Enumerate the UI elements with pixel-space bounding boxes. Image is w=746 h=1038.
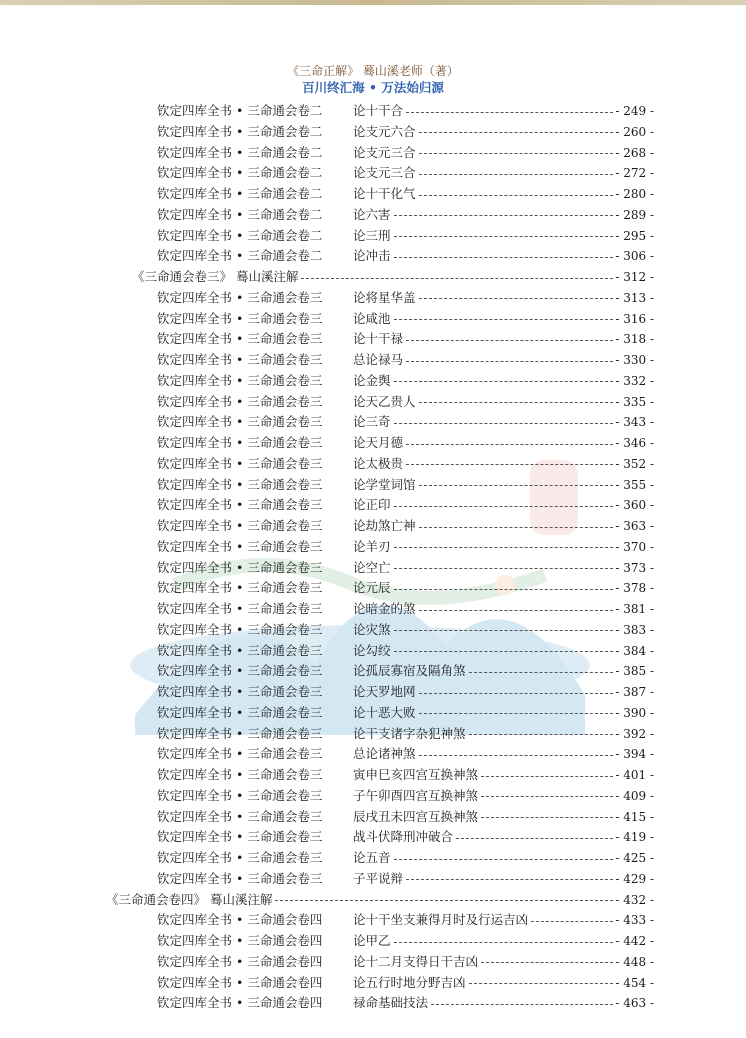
toc-entry-title: 论支元三合 (353, 165, 416, 181)
toc-page-number: - 363 - (615, 519, 654, 533)
toc-entry[interactable] (157, 184, 654, 204)
toc-entry[interactable] (157, 246, 654, 266)
toc-entry-source: 钦定四库全书 • 三命通会卷三 (157, 746, 323, 762)
toc-entry-source: 钦定四库全书 • 三命通会卷三 (157, 870, 323, 886)
dot-leader (456, 838, 613, 839)
dot-leader (394, 506, 614, 507)
toc-entry-title: 论天乙贵人 (353, 393, 416, 409)
dot-leader (419, 713, 614, 714)
toc-entry-source: 钦定四库全书 • 三命通会卷三 (157, 393, 323, 409)
toc-entry-source: 钦定四库全书 • 三命通会卷三 (157, 372, 323, 388)
toc-entry-title: 禄命基础技法 (353, 995, 429, 1011)
toc-entry[interactable] (157, 475, 654, 495)
dot-leader (419, 485, 614, 486)
toc-entry-title: 论金舆 (353, 372, 391, 388)
toc-entry[interactable] (157, 101, 654, 121)
toc-page-number: - 335 - (615, 394, 654, 409)
toc-entry-title: 论勾绞 (353, 642, 391, 658)
dot-leader (531, 921, 613, 922)
toc-entry[interactable] (157, 329, 654, 349)
toc-page-number: - 390 - (615, 705, 654, 720)
toc-page-number: - 318 - (615, 332, 654, 347)
toc-page-number: - 330 - (615, 353, 654, 367)
toc-page-number: - 387 - (615, 685, 654, 699)
toc-page-number: - 280 - (615, 187, 654, 201)
toc-entry-source: 钦定四库全书 • 三命通会卷三 (157, 435, 323, 450)
toc-entry[interactable] (157, 620, 654, 640)
dot-leader (481, 817, 613, 818)
dot-leader (419, 693, 614, 694)
toc-entry-source: 钦定四库全书 • 三命通会卷三 (157, 684, 323, 699)
toc-entry-title: 寅申巳亥四宫互换神煞 (353, 767, 479, 782)
toc-entry-source: 钦定四库全书 • 三命通会卷三 (157, 808, 323, 824)
toc-page-number: - 352 - (615, 456, 654, 471)
toc-entry[interactable] (157, 952, 654, 972)
toc-entry-title: 论咸池 (353, 310, 391, 326)
dot-leader (394, 942, 614, 943)
toc-entry-source: 钦定四库全书 • 三命通会卷三 (157, 580, 323, 596)
toc-page-number: - 442 - (615, 934, 654, 948)
dot-leader (406, 444, 613, 445)
toc-entry-source: 钦定四库全书 • 三命通会卷三 (157, 310, 323, 326)
dot-leader (419, 153, 614, 154)
toc-entry-source: 钦定四库全书 • 三命通会卷三 (157, 642, 323, 658)
toc-entry[interactable] (157, 371, 654, 391)
toc-page-number: - 415 - (615, 809, 654, 824)
dot-leader (419, 174, 614, 175)
toc-page-number: - 425 - (615, 851, 654, 865)
toc-entry-title: 论十干禄 (353, 331, 404, 347)
toc-entry-source: 钦定四库全书 • 三命通会卷二 (157, 144, 323, 160)
toc-page-number: - 332 - (615, 373, 654, 388)
toc-entry-source: 钦定四库全书 • 三命通会卷二 (157, 103, 323, 118)
toc-entry-title: 论三奇 (353, 414, 391, 430)
toc-entry[interactable] (157, 412, 654, 432)
dot-leader (419, 610, 614, 611)
toc-page-number: - 295 - (615, 228, 654, 243)
toc-page-number: - 429 - (615, 871, 654, 886)
toc-entry-source: 钦定四库全书 • 三命通会卷二 (157, 165, 323, 181)
dot-leader (394, 568, 614, 569)
dot-leader (394, 630, 614, 631)
toc-page-number: - 383 - (615, 622, 654, 637)
toc-entry-title: 论元辰 (353, 580, 391, 596)
toc-entry-source: 钦定四库全书 • 三命通会卷三 (157, 538, 323, 554)
toc-entry-source: 钦定四库全书 • 三命通会卷三 (157, 787, 323, 803)
toc-entry[interactable] (157, 807, 654, 827)
toc-page-number: - 312 - (615, 270, 654, 284)
toc-entry-source: 钦定四库全书 • 三命通会卷三 (157, 663, 323, 679)
toc-entry-source: 钦定四库全书 • 三命通会卷四 (157, 912, 323, 928)
toc-entry-source: 钦定四库全书 • 三命通会卷四 (157, 974, 323, 990)
toc-entry[interactable] (157, 392, 654, 412)
toc-entry-source: 钦定四库全书 • 三命通会卷三 (157, 725, 323, 741)
toc-entry[interactable] (157, 724, 654, 744)
toc-entry-source: 钦定四库全书 • 三命通会卷四 (157, 995, 323, 1011)
toc-entry-source: 钦定四库全书 • 三命通会卷三 (157, 518, 323, 533)
toc-entry[interactable] (157, 931, 654, 951)
dot-leader (406, 340, 613, 341)
toc-entry[interactable] (157, 558, 654, 578)
dot-leader (469, 734, 614, 735)
dot-leader (406, 361, 613, 362)
toc-entry-source: 钦定四库全书 • 三命通会卷三 (157, 559, 323, 575)
toc-entry[interactable] (157, 454, 654, 474)
toc-entry-title: 论孤辰寡宿及隔角煞 (353, 663, 466, 679)
toc-entry-source: 钦定四库全书 • 三命通会卷二 (157, 186, 323, 201)
toc-entry-title: 论灾煞 (353, 621, 391, 637)
toc-page-number: - 316 - (615, 311, 654, 326)
toc-page-number: - 433 - (615, 913, 654, 928)
toc-page-number: - 249 - (615, 104, 654, 118)
toc-entry-title: 论暗金的煞 (353, 601, 416, 616)
toc-entry-title: 战斗伏降刑冲破合 (353, 829, 454, 845)
toc-page-number: - 384 - (615, 643, 654, 658)
toc-page-number: - 448 - (615, 954, 654, 969)
toc-entry[interactable] (157, 869, 654, 889)
dot-leader (419, 402, 614, 403)
toc-entry-title: 论支元六合 (353, 123, 416, 139)
toc-entry-title: 论羊刃 (353, 538, 391, 554)
toc-entry-source: 钦定四库全书 • 三命通会卷三 (157, 850, 323, 865)
dot-leader (406, 112, 613, 113)
toc-entry[interactable] (157, 226, 654, 246)
toc-entry[interactable] (132, 267, 654, 287)
toc-page-number: - 385 - (615, 664, 654, 679)
toc-entry-source: 钦定四库全书 • 三命通会卷三 (157, 704, 323, 720)
toc-page-number: - 373 - (615, 560, 654, 575)
toc-entry[interactable] (157, 682, 654, 702)
toc-entry[interactable] (157, 765, 654, 785)
toc-entry-title: 论十干合 (353, 103, 404, 118)
toc-entry-source: 钦定四库全书 • 三命通会卷四 (157, 953, 323, 969)
dot-leader (275, 900, 613, 901)
toc-entry-title: 论支元三合 (353, 144, 416, 160)
dot-leader (394, 859, 614, 860)
page-header (0, 63, 746, 97)
toc-volume-title: 《三命通会卷四》 蓦山溪注解 (106, 891, 273, 907)
toc-entry[interactable] (106, 890, 654, 910)
toc-entry-title: 论太极贵 (353, 455, 404, 471)
toc-entry-title: 子午卯酉四宫互换神煞 (353, 787, 479, 803)
toc-page-number: - 260 - (615, 124, 654, 139)
toc-entry-title: 论干支诸字杂犯神煞 (353, 725, 466, 741)
dot-leader (469, 672, 614, 673)
dot-leader (394, 381, 614, 382)
dot-leader (394, 319, 614, 320)
dot-leader (419, 755, 614, 756)
dot-leader (406, 879, 613, 880)
toc-page-number: - 378 - (615, 581, 654, 596)
toc-page-number: - 381 - (615, 602, 654, 616)
toc-entry[interactable] (157, 848, 654, 868)
book-motto: 百川终汇海 • 万法始归源 (302, 80, 444, 95)
toc-entry-title: 论将星华盖 (353, 289, 416, 305)
toc-entry[interactable] (157, 973, 654, 993)
toc-entry-source: 钦定四库全书 • 三命通会卷三 (157, 621, 323, 637)
toc-entry-source: 钦定四库全书 • 三命通会卷二 (157, 206, 323, 222)
toc-entry-source: 钦定四库全书 • 三命通会卷三 (157, 829, 323, 845)
toc-page-number: - 454 - (615, 975, 654, 990)
toc-entry-title: 论十恶大败 (353, 704, 416, 720)
toc-entry-title: 论天罗地网 (353, 684, 416, 699)
toc-entry[interactable] (157, 163, 654, 183)
toc-entry-source: 钦定四库全书 • 三命通会卷三 (157, 476, 323, 492)
dot-leader (481, 796, 613, 797)
toc-entry[interactable] (157, 910, 654, 930)
toc-entry-title: 论劫煞亡神 (353, 518, 416, 533)
toc-page-number: - 272 - (615, 166, 654, 181)
toc-entry-title: 论甲乙 (353, 933, 391, 948)
toc-entry-title: 论五行时地分野吉凶 (353, 974, 466, 990)
toc-entry-title: 论冲击 (353, 248, 391, 264)
toc-page-number: - 394 - (615, 747, 654, 762)
toc-entry-source: 钦定四库全书 • 三命通会卷三 (157, 331, 323, 347)
toc-entry[interactable] (157, 122, 654, 142)
toc-entry[interactable] (157, 143, 654, 163)
dot-leader (394, 215, 614, 216)
toc-entry[interactable] (157, 350, 654, 370)
dot-leader (419, 195, 614, 196)
toc-entry-title: 子平说辩 (353, 870, 404, 886)
toc-page-number: - 360 - (615, 498, 654, 513)
toc-entry[interactable] (157, 993, 654, 1013)
toc-entry-title: 论学堂词馆 (353, 476, 416, 492)
dot-leader (394, 547, 614, 548)
toc-page-number: - 306 - (615, 249, 654, 264)
toc-entry-title: 总论诸神煞 (353, 746, 416, 762)
toc-entry-source: 钦定四库全书 • 三命通会卷二 (157, 123, 323, 139)
toc-entry-title: 论十干化气 (353, 186, 416, 201)
toc-entry-title: 辰戌丑未四宫互换神煞 (353, 808, 479, 824)
dot-leader (419, 527, 614, 528)
toc-entry[interactable] (157, 599, 654, 619)
toc-entry[interactable] (157, 516, 654, 536)
toc-page-number: - 409 - (615, 788, 654, 803)
dot-leader (394, 236, 614, 237)
dot-leader (419, 298, 614, 299)
toc-page-number: - 392 - (615, 726, 654, 741)
toc-entry-title: 论正印 (353, 497, 391, 513)
book-title: 《三命正解》 蓦山溪老师（著） (287, 64, 459, 78)
toc-entry-source: 钦定四库全书 • 三命通会卷三 (157, 352, 323, 367)
toc-page-number: - 346 - (615, 436, 654, 450)
toc-entry[interactable] (157, 433, 654, 453)
dot-leader (394, 257, 614, 258)
toc-entry[interactable] (157, 827, 654, 847)
toc-volume-title: 《三命通会卷三》 蓦山溪注解 (132, 269, 299, 284)
toc-page-number: - 370 - (615, 539, 654, 554)
toc-entry-source: 钦定四库全书 • 三命通会卷二 (157, 248, 323, 264)
toc-page-number: - 268 - (615, 145, 654, 160)
toc-page-number: - 343 - (615, 415, 654, 430)
toc-page-number: - 289 - (615, 207, 654, 222)
toc-entry-title: 论六害 (353, 206, 391, 222)
toc-page-number: - 419 - (615, 830, 654, 845)
dot-leader (469, 983, 614, 984)
toc-entry-title: 论五音 (353, 850, 391, 865)
toc-entry-title: 论十二月支得日干吉凶 (353, 953, 479, 969)
dot-leader (481, 962, 613, 963)
toc-entry[interactable] (157, 537, 654, 557)
dot-leader (301, 278, 613, 279)
toc-entry-source: 钦定四库全书 • 三命通会卷三 (157, 767, 323, 782)
toc-entry-source: 钦定四库全书 • 三命通会卷三 (157, 414, 323, 430)
toc-entry[interactable] (157, 288, 654, 308)
dot-leader (431, 1004, 613, 1005)
toc-entry[interactable] (157, 578, 654, 598)
toc-page-number: - 355 - (615, 477, 654, 492)
toc-entry-title: 论三刑 (353, 227, 391, 243)
dot-leader (406, 464, 613, 465)
toc-entry[interactable] (157, 786, 654, 806)
toc-entry[interactable] (157, 205, 654, 225)
toc-page-number: - 313 - (615, 290, 654, 305)
toc-entry-title: 论天月德 (353, 435, 404, 450)
toc-entry-source: 钦定四库全书 • 三命通会卷三 (157, 289, 323, 305)
toc-entry[interactable] (157, 495, 654, 515)
toc-entry[interactable] (157, 661, 654, 681)
dot-leader (419, 132, 614, 133)
toc-page-number: - 401 - (615, 768, 654, 782)
toc-entry-source: 钦定四库全书 • 三命通会卷三 (157, 601, 323, 616)
dot-leader (394, 589, 614, 590)
toc-entry-source: 钦定四库全书 • 三命通会卷四 (157, 933, 323, 948)
toc-entry[interactable] (157, 744, 654, 764)
toc-entry-source: 钦定四库全书 • 三命通会卷二 (157, 227, 323, 243)
toc-entry-title: 论十干坐支兼得月时及行运吉凶 (353, 912, 529, 928)
dot-leader (394, 651, 614, 652)
dot-leader (481, 776, 613, 777)
toc-page-number: - 432 - (615, 892, 654, 907)
toc-entry[interactable] (157, 703, 654, 723)
toc-entry-source: 钦定四库全书 • 三命通会卷三 (157, 455, 323, 471)
toc-entry-title: 论空亡 (353, 559, 391, 575)
toc-entry-source: 钦定四库全书 • 三命通会卷三 (157, 497, 323, 513)
toc-entry-title: 总论禄马 (353, 352, 404, 367)
dot-leader (394, 423, 614, 424)
top-border (0, 0, 746, 5)
toc-entry[interactable] (157, 309, 654, 329)
toc-page-number: - 463 - (615, 996, 654, 1011)
toc-entry[interactable] (157, 641, 654, 661)
